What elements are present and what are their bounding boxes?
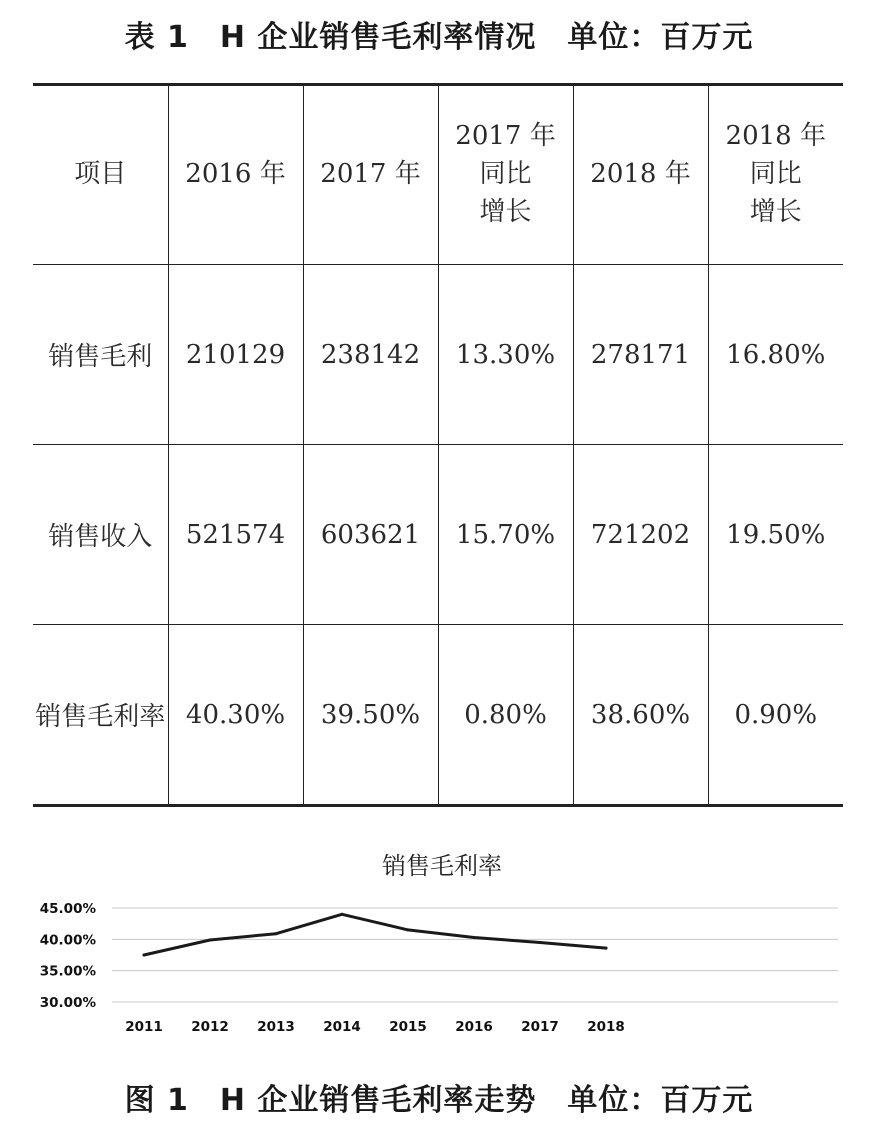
table-cell: 721202 xyxy=(573,445,708,625)
table-cell: 603621 xyxy=(303,445,438,625)
x-tick-label: 2016 xyxy=(455,1019,493,1035)
table-cell: 0.80% xyxy=(438,625,573,806)
y-tick-label: 40.00% xyxy=(39,932,96,949)
header-line: 同比 xyxy=(749,159,802,190)
data-point xyxy=(209,938,212,941)
table-cell: 39.50% xyxy=(303,625,438,806)
header-cell-item: 项目 xyxy=(33,85,168,265)
row-label-gross-profit: 销售毛利 xyxy=(33,265,168,445)
series-line xyxy=(144,914,606,955)
x-tick-label: 2018 xyxy=(587,1019,625,1035)
chart-series xyxy=(143,913,608,957)
data-point xyxy=(275,932,278,935)
x-tick-label: 2011 xyxy=(125,1019,163,1035)
table-cell: 38.60% xyxy=(573,625,708,806)
y-axis-ticks xyxy=(40,901,97,1011)
header-cell-2017-growth xyxy=(438,85,573,265)
data-point xyxy=(341,913,344,916)
header-cell-2018: 2018 年 xyxy=(573,85,708,265)
figure-caption: 图 1 H 企业销售毛利率走势 单位：百万元 xyxy=(124,1083,754,1118)
data-point xyxy=(539,941,542,944)
table-cell: 278171 xyxy=(573,265,708,445)
table-cell: 13.30% xyxy=(438,265,573,445)
row-label-gross-margin: 销售毛利率 xyxy=(33,625,168,806)
y-tick-label: 30.00% xyxy=(39,995,96,1011)
gross-margin-line-chart xyxy=(30,835,848,1045)
y-tick-label: 35.00% xyxy=(39,963,96,980)
header-cell-2016: 2016 年 xyxy=(168,85,303,265)
header-cell-2017: 2017 年 xyxy=(303,85,438,265)
x-tick-label: 2017 xyxy=(521,1019,559,1035)
table-row xyxy=(33,265,843,445)
header-line: 2018 年 xyxy=(725,121,826,152)
data-point xyxy=(407,928,410,931)
table-caption: 表 1 H 企业销售毛利率情况 单位：百万元 xyxy=(124,20,754,55)
table-cell: 16.80% xyxy=(708,265,843,445)
chart-title: 销售毛利率 xyxy=(382,852,502,880)
table-row xyxy=(33,625,843,806)
data-point xyxy=(605,947,608,950)
x-tick-label: 2014 xyxy=(323,1019,361,1035)
table-cell: 0.90% xyxy=(708,625,843,806)
table-cell: 15.70% xyxy=(438,445,573,625)
x-tick-label: 2012 xyxy=(191,1019,229,1035)
data-point xyxy=(473,936,476,939)
chart-gridlines xyxy=(112,908,838,1002)
x-tick-label: 2013 xyxy=(257,1019,295,1035)
header-line: 增长 xyxy=(749,196,802,227)
table-cell: 19.50% xyxy=(708,445,843,625)
data-point xyxy=(143,954,146,957)
header-cell-2018-growth xyxy=(708,85,843,265)
row-label-sales-revenue: 销售收入 xyxy=(33,445,168,625)
table-header-row xyxy=(33,85,843,265)
y-tick-label: 45.00% xyxy=(39,901,96,917)
header-line: 同比 xyxy=(479,159,532,190)
header-line: 增长 xyxy=(479,196,532,227)
x-tick-label: 2015 xyxy=(389,1019,427,1035)
table-cell: 40.30% xyxy=(168,625,303,806)
gross-margin-table xyxy=(33,83,843,807)
table-row xyxy=(33,445,843,625)
header-line: 2017 年 xyxy=(455,121,556,152)
x-axis-ticks xyxy=(125,1019,625,1035)
table-cell: 521574 xyxy=(168,445,303,625)
table-cell: 210129 xyxy=(168,265,303,445)
table-cell: 238142 xyxy=(303,265,438,445)
